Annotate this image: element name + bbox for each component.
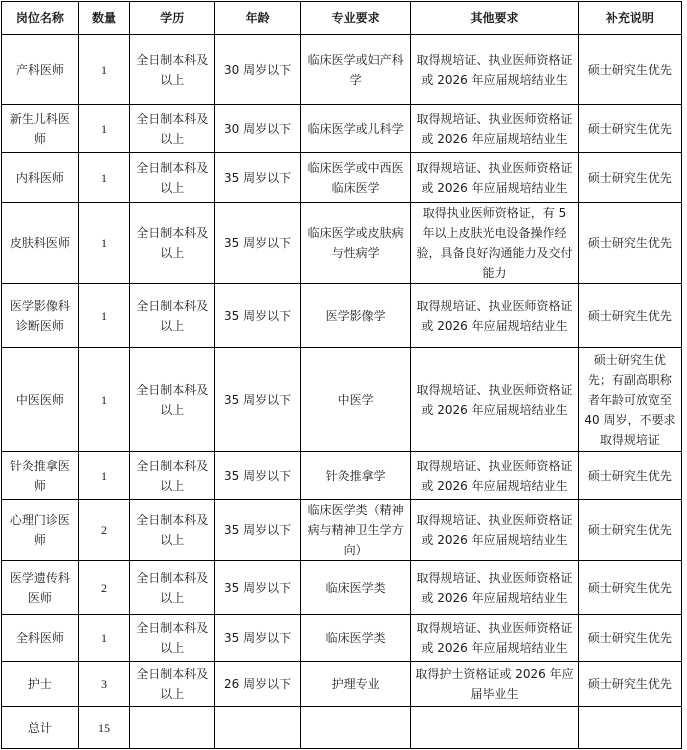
age-cell: 35 周岁以下 xyxy=(215,452,301,500)
major-cell: 临床医学或儿科学 xyxy=(301,105,411,153)
position-cell: 医学遗传科医师 xyxy=(2,561,79,615)
header-major: 专业要求 xyxy=(301,2,411,35)
other-cell: 取得规培证、执业医师资格证或 2026 年应届规培结业生 xyxy=(411,348,579,452)
position-cell: 全科医师 xyxy=(2,615,79,662)
major-cell: 针灸推拿学 xyxy=(301,452,411,500)
note-cell: 硕士研究生优先 xyxy=(578,203,681,284)
table-row xyxy=(2,500,682,561)
other-cell: 取得规培证、执业医师资格证或 2026 年应届规培结业生 xyxy=(411,452,579,500)
age-cell: 35 周岁以下 xyxy=(215,615,301,662)
position-cell: 内科医师 xyxy=(2,153,79,203)
empty-cell xyxy=(301,707,411,749)
other-cell: 取得护士资格证或 2026 年应届毕业生 xyxy=(411,662,579,707)
table-row xyxy=(2,561,682,615)
note-cell: 硕士研究生优先；有副高职称者年龄可放宽至 40 周岁，不要求取得规培证 xyxy=(578,348,681,452)
table-row xyxy=(2,203,682,284)
other-cell: 取得规培证、执业医师资格证或 2026 年应届规培结业生 xyxy=(411,153,579,203)
major-cell: 临床医学或皮肤病与性病学 xyxy=(301,203,411,284)
table-row xyxy=(2,348,682,452)
education-cell: 全日制本科及以上 xyxy=(130,153,215,203)
note-cell: 硕士研究生优先 xyxy=(578,662,681,707)
table-row xyxy=(2,452,682,500)
education-cell: 全日制本科及以上 xyxy=(130,452,215,500)
count-cell: 1 xyxy=(78,284,130,348)
other-cell: 取得规培证、执业医师资格证或 2026 年应届规培结业生 xyxy=(411,561,579,615)
other-cell: 取得规培证、执业医师资格证或 2026 年应届规培结业生 xyxy=(411,105,579,153)
position-cell: 中医医师 xyxy=(2,348,79,452)
age-cell: 35 周岁以下 xyxy=(215,348,301,452)
education-cell: 全日制本科及以上 xyxy=(130,203,215,284)
position-cell: 医学影像科诊断医师 xyxy=(2,284,79,348)
major-cell: 医学影像学 xyxy=(301,284,411,348)
major-cell: 临床医学类 xyxy=(301,561,411,615)
note-cell: 硕士研究生优先 xyxy=(578,284,681,348)
education-cell: 全日制本科及以上 xyxy=(130,500,215,561)
note-cell: 硕士研究生优先 xyxy=(578,105,681,153)
note-cell: 硕士研究生优先 xyxy=(578,35,681,105)
major-cell: 临床医学或妇产科学 xyxy=(301,35,411,105)
position-cell: 新生儿科医师 xyxy=(2,105,79,153)
other-cell: 取得规培证、执业医师资格证或 2026 年应届规培结业生 xyxy=(411,284,579,348)
other-cell: 取得规培证、执业医师资格证或 2026 年应届规培结业生 xyxy=(411,615,579,662)
position-cell: 产科医师 xyxy=(2,35,79,105)
major-cell: 临床医学类（精神病与精神卫生学方向） xyxy=(301,500,411,561)
note-cell: 硕士研究生优先 xyxy=(578,452,681,500)
empty-cell xyxy=(130,707,215,749)
count-cell: 1 xyxy=(78,348,130,452)
major-cell: 临床医学类 xyxy=(301,615,411,662)
note-cell: 硕士研究生优先 xyxy=(578,153,681,203)
other-cell: 取得规培证、执业医师资格证或 2026 年应届规培结业生 xyxy=(411,500,579,561)
position-cell: 针灸推拿医师 xyxy=(2,452,79,500)
position-cell: 心理门诊医师 xyxy=(2,500,79,561)
major-cell: 中医学 xyxy=(301,348,411,452)
education-cell: 全日制本科及以上 xyxy=(130,105,215,153)
recruitment-table xyxy=(1,1,682,749)
major-cell: 临床医学或中西医临床医学 xyxy=(301,153,411,203)
age-cell: 35 周岁以下 xyxy=(215,284,301,348)
header-position: 岗位名称 xyxy=(2,2,79,35)
empty-cell xyxy=(215,707,301,749)
total-count: 15 xyxy=(78,707,130,749)
education-cell: 全日制本科及以上 xyxy=(130,615,215,662)
education-cell: 全日制本科及以上 xyxy=(130,35,215,105)
count-cell: 2 xyxy=(78,561,130,615)
education-cell: 全日制本科及以上 xyxy=(130,284,215,348)
total-label: 总计 xyxy=(2,707,79,749)
table-row xyxy=(2,284,682,348)
age-cell: 35 周岁以下 xyxy=(215,561,301,615)
major-cell: 护理专业 xyxy=(301,662,411,707)
empty-cell xyxy=(578,707,681,749)
education-cell: 全日制本科及以上 xyxy=(130,561,215,615)
header-row xyxy=(2,2,682,35)
count-cell: 1 xyxy=(78,105,130,153)
total-row xyxy=(2,707,682,749)
education-cell: 全日制本科及以上 xyxy=(130,348,215,452)
header-count: 数量 xyxy=(78,2,130,35)
count-cell: 1 xyxy=(78,615,130,662)
other-cell: 取得规培证、执业医师资格证或 2026 年应届规培结业生 xyxy=(411,35,579,105)
position-cell: 皮肤科医师 xyxy=(2,203,79,284)
note-cell: 硕士研究生优先 xyxy=(578,561,681,615)
header-education: 学历 xyxy=(130,2,215,35)
note-cell: 硕士研究生优先 xyxy=(578,615,681,662)
count-cell: 1 xyxy=(78,153,130,203)
education-cell: 全日制本科及以上 xyxy=(130,662,215,707)
other-cell: 取得执业医师资格证，有 5 年以上皮肤光电设备操作经验，具备良好沟通能力及交付能力 xyxy=(411,203,579,284)
table-row xyxy=(2,662,682,707)
age-cell: 30 周岁以下 xyxy=(215,105,301,153)
count-cell: 1 xyxy=(78,35,130,105)
count-cell: 1 xyxy=(78,203,130,284)
age-cell: 35 周岁以下 xyxy=(215,203,301,284)
age-cell: 35 周岁以下 xyxy=(215,153,301,203)
table-row xyxy=(2,35,682,105)
header-other: 其他要求 xyxy=(411,2,579,35)
table-row xyxy=(2,153,682,203)
count-cell: 1 xyxy=(78,452,130,500)
empty-cell xyxy=(411,707,579,749)
table-row xyxy=(2,105,682,153)
position-cell: 护士 xyxy=(2,662,79,707)
note-cell: 硕士研究生优先 xyxy=(578,500,681,561)
count-cell: 2 xyxy=(78,500,130,561)
age-cell: 26 周岁以下 xyxy=(215,662,301,707)
header-age: 年龄 xyxy=(215,2,301,35)
age-cell: 35 周岁以下 xyxy=(215,500,301,561)
age-cell: 30 周岁以下 xyxy=(215,35,301,105)
header-note: 补充说明 xyxy=(578,2,681,35)
table-row xyxy=(2,615,682,662)
count-cell: 3 xyxy=(78,662,130,707)
